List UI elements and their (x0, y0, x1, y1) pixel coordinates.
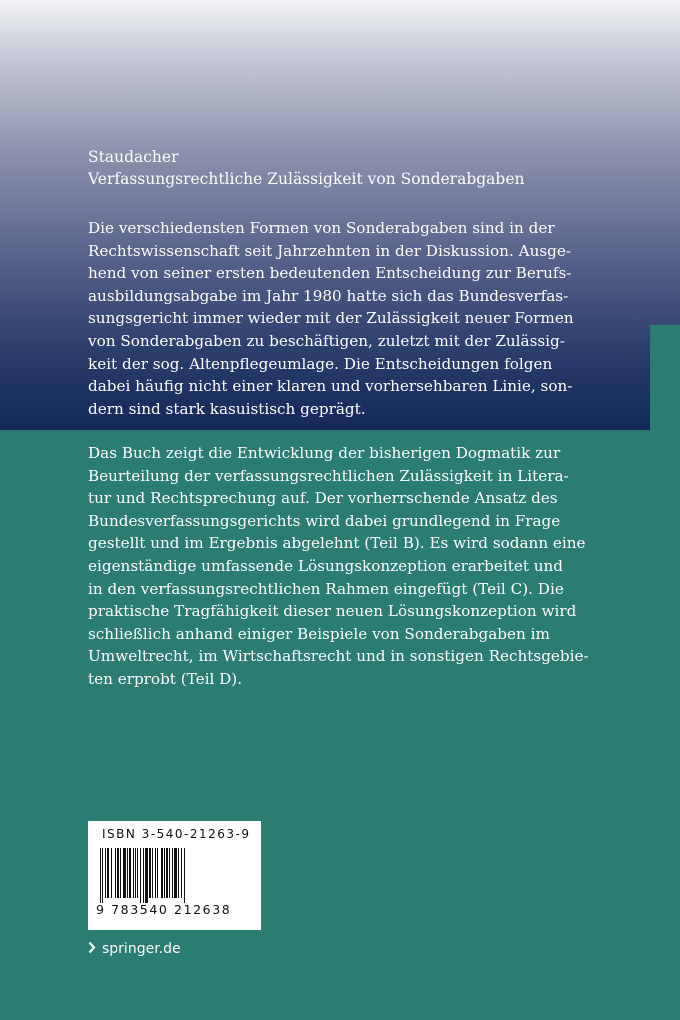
barcode-bar (120, 848, 121, 898)
barcode-bar (157, 848, 158, 898)
barcode-graphic (100, 848, 249, 903)
text-line: keit der sog. Altenpflegeumlage. Die Entscheidungen folgen (88, 354, 553, 373)
barcode-bar (127, 848, 128, 898)
barcode-bar (155, 848, 156, 898)
barcode-bar (174, 848, 177, 898)
barcode-bar (129, 848, 131, 898)
text-line: ten erprobt (Teil D). (88, 669, 243, 688)
book-title: Verfassungsrechtliche Zulässigkeit von Sonderabgaben (88, 170, 525, 188)
barcode-bar (172, 848, 173, 898)
barcode-bar (181, 848, 182, 898)
text-line: Die verschiedensten Formen von Sonderabgaben sind in der (88, 219, 555, 237)
barcode-bar (117, 848, 119, 898)
barcode-bar (133, 848, 134, 898)
text-line: dern sind stark kasuistisch geprägt. (88, 399, 366, 418)
text-line: praktische Tragfähigkeit dieser neuen Lösungskonzeption wird (88, 602, 577, 621)
barcode-bar (166, 848, 168, 898)
text-line: eigenständige umfassende Lösungskonzeption erarbeitet und (88, 556, 564, 575)
text-line: Umweltrecht, im Wirtschaftsrecht und in sonstigen Rechtsgebie- (88, 647, 589, 666)
barcode-bar (178, 848, 179, 898)
barcode-bar (161, 848, 163, 898)
isbn-number: ISBN 3-540-21263-9 (102, 827, 251, 841)
barcode-bar (105, 848, 106, 898)
text-line: tur und Rechtsprechung auf. Der vorherrschende Ansatz des (88, 489, 558, 508)
barcode-bar (111, 848, 112, 898)
text-line: sungsgericht immer wieder mit der Zulässigkeit neuer Formen (88, 309, 574, 328)
publisher-url: springer.de (102, 940, 181, 957)
text-line: von Sonderabgaben zu beschäftigen, zuletzt mit der Zulässig- (88, 331, 565, 350)
barcode-bar (115, 848, 116, 898)
side-color-tab (650, 325, 680, 430)
text-line: in den verfassungsrechtlichen Rahmen eingefügt (Teil C). Die (88, 579, 564, 598)
text-line: dabei häufig nicht einer klaren und vorhersehbaren Linie, son- (88, 377, 573, 396)
barcode-bar (143, 848, 144, 903)
blurb-paragraph-2 (88, 442, 628, 691)
author-name: Staudacher (88, 148, 179, 166)
barcode-bar (137, 848, 138, 898)
isbn-barcode-box (88, 821, 261, 930)
text-line: Rechtswissenschaft seit Jahrzehnten in der Diskussion. Ausge- (88, 241, 572, 260)
text-line: Bundesverfassungsgerichts wird dabei grundlegend in Frage (88, 511, 561, 530)
text-line: hend von seiner ersten bedeutenden Entscheidung zur Berufs- (88, 264, 572, 283)
barcode-bar (107, 848, 109, 898)
ean-digits: 9 783540 212638 (96, 902, 232, 917)
text-line: gestellt und im Ergebnis abgelehnt (Teil B). Es wird sodann eine (88, 534, 586, 553)
barcode-bar (123, 848, 126, 898)
barcode-bar (149, 848, 151, 898)
text-line: ausbildungsabgabe im Jahr 1980 hatte sich das Bundesverfas- (88, 286, 569, 305)
text-line: schließlich anhand einiger Beispiele von Sonderabgaben im (88, 624, 550, 643)
barcode-bar (184, 848, 185, 903)
barcode-bar (152, 848, 153, 898)
barcode-bar (140, 848, 141, 903)
text-line: Beurteilung der verfassungsrechtlichen Zulässigkeit in Litera- (88, 466, 569, 485)
publisher-link[interactable] (88, 939, 181, 958)
text-line: Das Buch zeigt die Entwicklung der bisherigen Dogmatik zur (88, 444, 561, 462)
barcode-bar (102, 848, 103, 903)
chevron-right-icon (88, 939, 96, 958)
barcode-bar (164, 848, 165, 898)
barcode-bar (169, 848, 170, 898)
barcode-bar (145, 848, 148, 903)
blurb-paragraph-1 (88, 217, 628, 420)
barcode-bar (100, 848, 101, 903)
barcode-bar (135, 848, 136, 898)
